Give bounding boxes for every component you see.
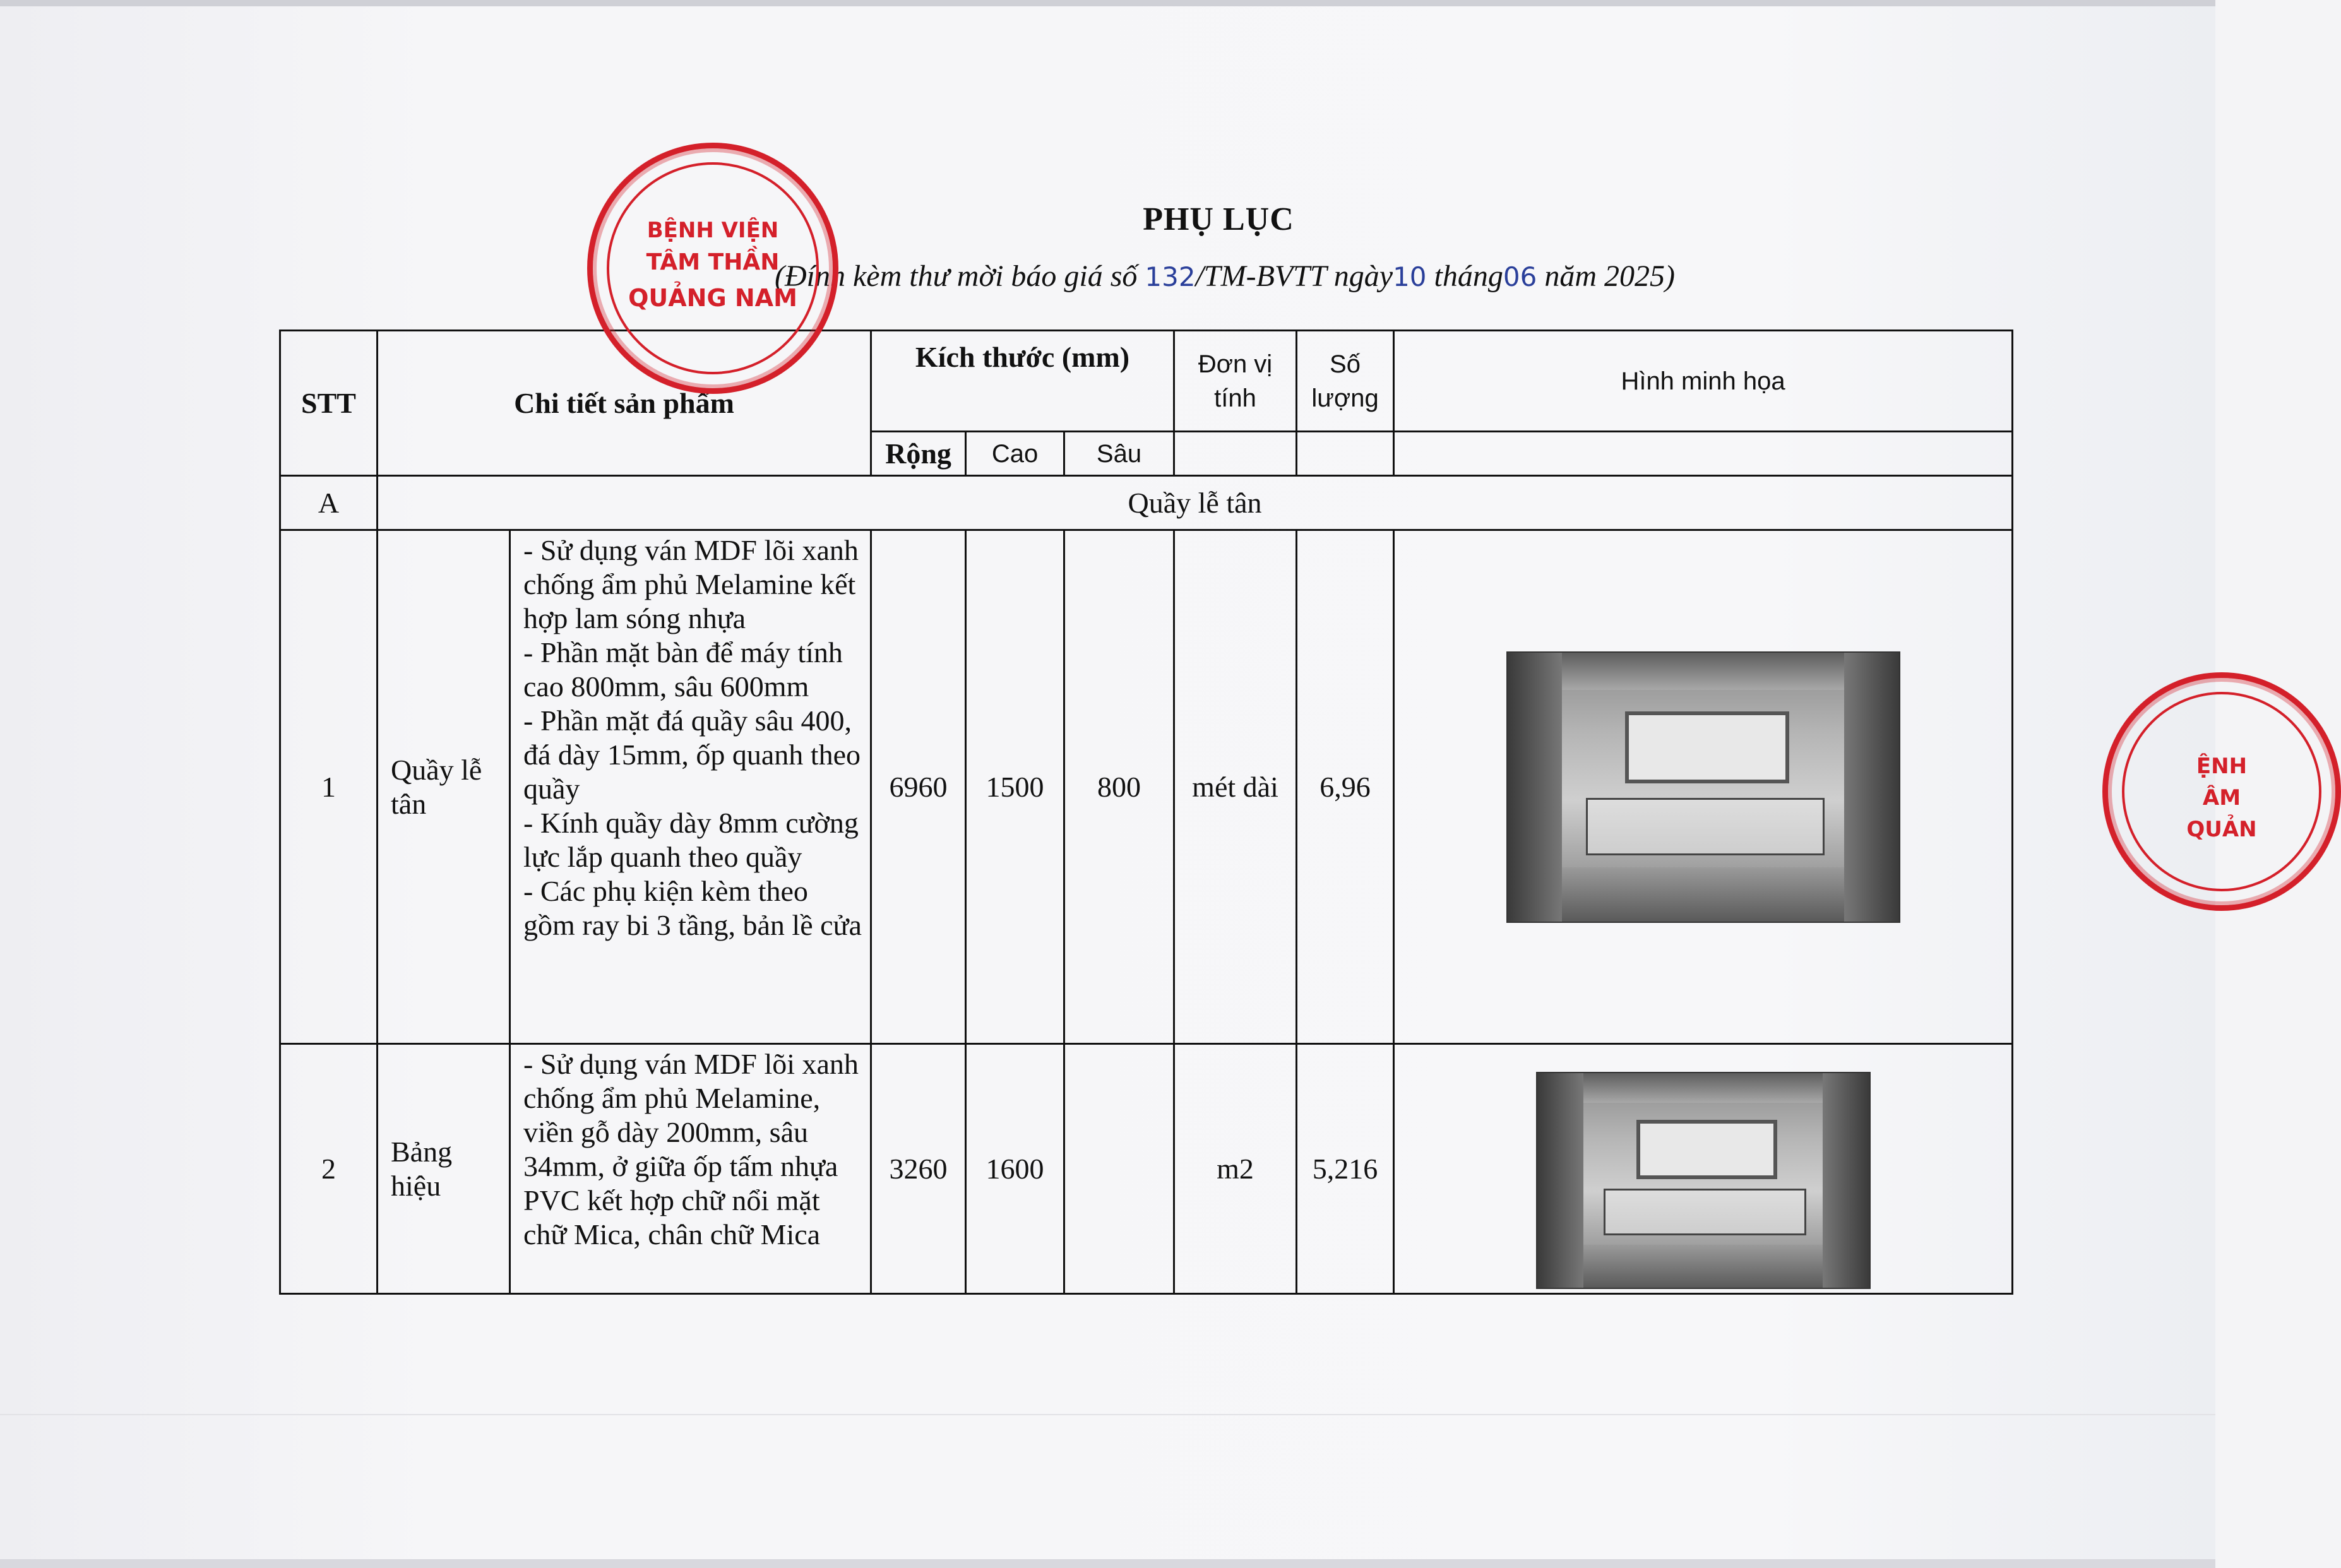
image-ceiling	[1537, 1073, 1869, 1103]
day-handwritten: 10	[1393, 261, 1427, 292]
stamp-line-1: ỆNH	[2196, 754, 2248, 779]
row-qty: 5,216	[1297, 1044, 1394, 1294]
row-height: 1500	[966, 530, 1064, 1044]
header-qty: Số lượng	[1297, 331, 1394, 432]
header-details: Chi tiết sản phẩm	[378, 331, 871, 476]
row-depth: 800	[1064, 530, 1174, 1044]
month-handwritten: 06	[1503, 261, 1537, 292]
hospital-seal-stamp	[587, 143, 838, 394]
row-width: 3260	[871, 1044, 966, 1294]
subtitle-mid-1: /TM-BVTT ngày	[1195, 259, 1393, 293]
desc-line: - Phần mặt bàn để máy tính cao 800mm, sâu 600mm	[523, 636, 843, 703]
desc-line: - Các phụ kiện kèm theo gồm ray bi 3 tầng, bản lề cửa	[523, 875, 862, 941]
image-floor	[1508, 867, 1899, 921]
header-size: Kích thước (mm)	[871, 331, 1174, 432]
image-wall-left	[1508, 653, 1563, 922]
table-row	[280, 1044, 2013, 1294]
image-desk	[1586, 798, 1825, 855]
image-wall-right	[1844, 653, 1899, 922]
image-desk	[1604, 1189, 1807, 1235]
row-description	[510, 1044, 871, 1294]
desc-line: - Sử dụng ván MDF lõi xanh chống ẩm phủ Melamine kết hợp lam sóng nhựa	[523, 534, 859, 634]
stamp-line-3: QUẢNG NAM	[628, 284, 797, 312]
row-width: 6960	[871, 530, 966, 1044]
subtitle-mid-2: tháng	[1426, 259, 1503, 293]
header-image: Hình minh họa	[1394, 331, 2013, 432]
header-row-1	[280, 331, 2013, 432]
row-unit: mét dài	[1174, 530, 1297, 1044]
table-row	[280, 530, 2013, 1044]
section-code: A	[280, 476, 378, 530]
row-description	[510, 530, 871, 1044]
scan-bottom-edge	[0, 1559, 2215, 1568]
row-image-cell	[1394, 530, 2013, 1044]
row-height: 1600	[966, 1044, 1064, 1294]
header-height: Cao	[966, 432, 1064, 476]
image-floor	[1537, 1245, 1869, 1288]
header-unit: Đơn vị tính	[1174, 331, 1297, 432]
stamp-line-1: BỆNH VIỆN	[646, 218, 779, 243]
header-unit-empty	[1174, 432, 1297, 476]
desc-line: - Kính quầy dày 8mm cường lực lắp quanh theo quầy	[523, 807, 859, 873]
image-wall-left	[1537, 1073, 1584, 1288]
product-table	[279, 330, 2013, 1295]
stamp-line-2: ÂM	[2202, 785, 2241, 811]
image-ceiling	[1508, 653, 1899, 691]
desc-line: - Phần mặt đá quầy sâu 400, đá dày 15mm, ốp quanh theo quầy	[523, 704, 861, 805]
stamp-line-3: QUẢN	[2186, 817, 2257, 842]
row-name: Quầy lễ tân	[378, 530, 510, 1044]
signboard-render-image	[1536, 1072, 1871, 1289]
header-width: Rộng	[871, 432, 966, 476]
subtitle-suffix: năm 2025)	[1537, 259, 1675, 293]
stamp-line-2: TÂM THẦN	[646, 249, 780, 275]
edge-seal-stamp	[2102, 672, 2341, 911]
letter-number-handwritten: 132	[1145, 261, 1196, 292]
image-sign	[1625, 711, 1789, 783]
image-wall-right	[1823, 1073, 1869, 1288]
document-title: PHỤ LỤC	[1143, 201, 1294, 237]
subtitle-prefix: (Đính kèm thư mời báo giá số	[775, 259, 1145, 293]
image-sign	[1636, 1120, 1777, 1179]
row-image-cell	[1394, 1044, 2013, 1294]
row-qty: 6,96	[1297, 530, 1394, 1044]
document-subtitle	[720, 259, 1730, 294]
row-stt: 1	[280, 530, 378, 1044]
reception-counter-render-image	[1506, 651, 1900, 923]
desc-line: - Sử dụng ván MDF lõi xanh chống ẩm phủ Melamine, viền gỗ dày 200mm, sâu 34mm, ở giữa ốp tấm nhựa PVC kết hợp chữ nổi mặt chữ Mica, chân chữ Mica	[523, 1048, 859, 1250]
row-depth	[1064, 1044, 1174, 1294]
row-name: Bảng hiệu	[378, 1044, 510, 1294]
scan-faint-line	[0, 1414, 2215, 1415]
header-depth: Sâu	[1064, 432, 1174, 476]
header-qty-empty	[1297, 432, 1394, 476]
header-image-empty	[1394, 432, 2013, 476]
scan-top-edge	[0, 0, 2215, 6]
section-row	[280, 476, 2013, 530]
row-unit: m2	[1174, 1044, 1297, 1294]
row-stt: 2	[280, 1044, 378, 1294]
header-stt: STT	[280, 331, 378, 476]
section-title: Quầy lễ tân	[378, 476, 2013, 530]
